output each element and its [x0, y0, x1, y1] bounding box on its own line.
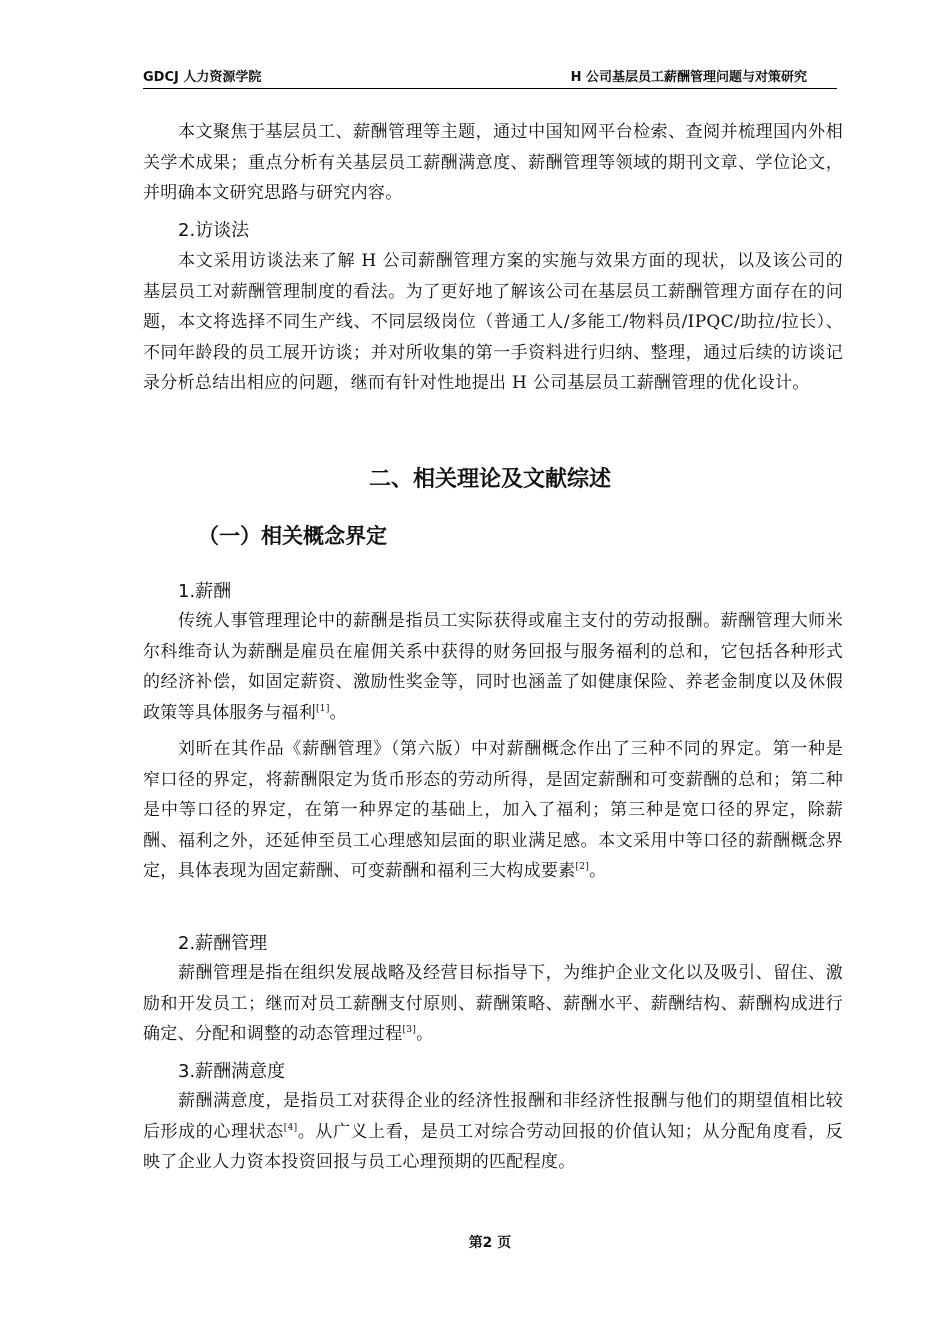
- header-divider: [143, 88, 837, 89]
- subheading-salary-management: 2.薪酬管理: [178, 933, 268, 954]
- paragraph-text: 薪酬满意度，是指员工对获得企业的经济性报酬和非经济性报酬与他们的期望值相比较后形成的心理状态: [143, 1091, 843, 1142]
- page-number: 第2 页: [468, 1235, 512, 1251]
- citation-2: [2]: [575, 862, 590, 872]
- paragraph-salary-definition: [143, 606, 843, 728]
- paragraph-end: 。: [416, 1024, 434, 1044]
- paragraph-end: 。: [329, 702, 347, 723]
- section-title: （一）相关概念界定: [198, 524, 387, 548]
- header-thesis-title: H 公司基层员工薪酬管理问题与对策研究: [570, 70, 807, 85]
- citation-1: [1]: [316, 703, 330, 714]
- subheading-salary: 1.薪酬: [178, 581, 232, 602]
- paragraph-salary-management: [143, 958, 843, 1050]
- paragraph-end: 。: [589, 861, 607, 881]
- subheading-interview-method: 2.访谈法: [178, 220, 250, 241]
- paragraph-text: 本文采用访谈法来了解 H 公司薪酬管理方案的实施与效果方面的现状，以及该公司的基层员工对薪酬管理制度的看法。为了更好地了解该公司在基层员工薪酬管理方面存在的问题，本文将选择不同生产线、不同层级岗位（普通工人/多能工/物料员/IPQC/助拉/拉长）、不同年龄段的员工展开访谈；并对所收集的第一手资料进行归纳、整理，通过后续的访谈记录分析总结出相应的问题，继而有针对性地提出 H 公司基层员工薪酬管理的优化设计。: [143, 251, 843, 393]
- paragraph-salary-satisfaction: [143, 1086, 843, 1178]
- header-institution: GDCJ 人力资源学院: [143, 70, 262, 85]
- paragraph-interview-method: [143, 246, 843, 399]
- paragraph-literature-method: [143, 117, 843, 209]
- running-header: [143, 66, 837, 86]
- chapter-title: 二、相关理论及文献综述: [368, 467, 611, 492]
- paragraph-text: 本文聚焦于基层员工、薪酬管理等主题，通过中国知网平台检索、查阅并梳理国内外相关学术成果；重点分析有关基层员工薪酬满意度、薪酬管理等领域的期刊文章、学位论文，并明确本文研究思路与研究内容。: [143, 122, 843, 203]
- paragraph-text: 薪酬管理是指在组织发展战略及经营目标指导下，为维护企业文化以及吸引、留住、激励和开发员工；继而对员工薪酬支付原则、薪酬策略、薪酬水平、薪酬结构、薪酬构成进行确定、分配和调整的动态管理过程: [143, 963, 843, 1044]
- citation-3: [3]: [402, 1025, 417, 1035]
- paragraph-salary-liuxin: [143, 734, 843, 887]
- subheading-salary-satisfaction: 3.薪酬满意度: [178, 1061, 286, 1082]
- paragraph-text: 刘昕在其作品《薪酬管理》（第六版）中对薪酬概念作出了三种不同的界定。第一种是窄口径的界定，将薪酬限定为货币形态的劳动所得，是固定薪酬和可变薪酬的总和；第二种是中等口径的界定，在第一种界定的基础上，加入了福利；第三种是宽口径的界定，除薪酬、福利之外，还延伸至员工心理感知层面的职业满足感。本文采用中等口径的薪酬概念界定，具体表现为固定薪酬、可变薪酬和福利三大构成要素: [143, 739, 843, 881]
- paragraph-text: 传统人事管理理论中的薪酬是指员工实际获得或雇主支付的劳动报酬。薪酬管理大师米尔科维奇认为薪酬是雇员在雇佣关系中获得的财务回报与服务福利的总和，它包括各种形式的经济补偿，如固定薪资、激励性奖金等，同时也涵盖了如健康保险、养老金制度以及休假政策等具体服务与福利: [143, 611, 843, 723]
- citation-4: [4]: [283, 1122, 298, 1133]
- paragraph-text-continued: 。从广义上看，是员工对综合劳动回报的价值认知；从分配角度看，反映了企业人力资本投资回报与员工心理预期的匹配程度。: [143, 1121, 843, 1172]
